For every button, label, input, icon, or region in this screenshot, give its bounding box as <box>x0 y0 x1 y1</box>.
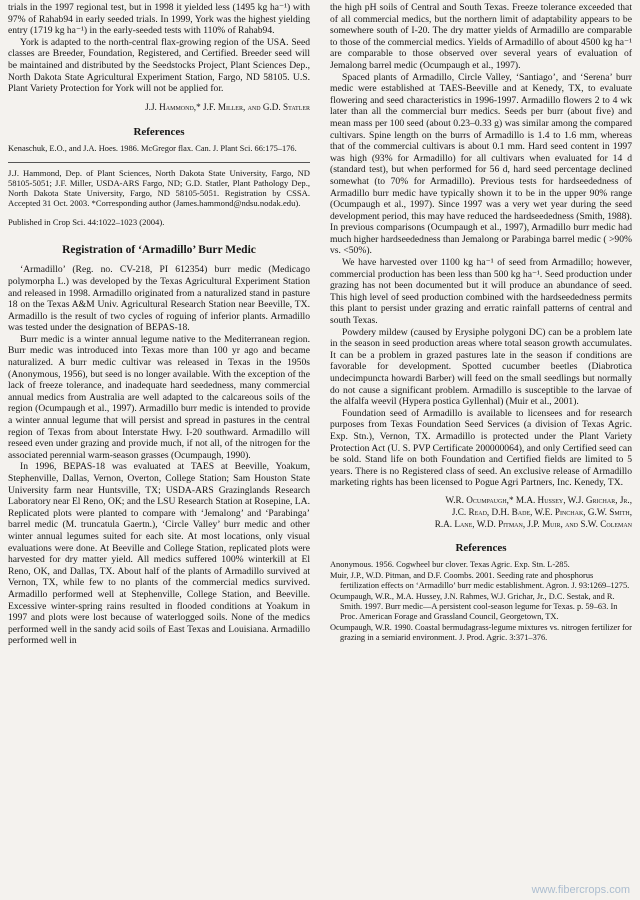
right-column <box>330 2 632 644</box>
armadillo-paragraph-2: Burr medic is a winter annual legume native to the Mediterranean region. Burr medic was introduced into Texas more than 100 yr ago and became naturalized. A burr medic cultivar was released in Texas in the 1950s (Anonymous, 1956), but seed is no longer available. With the exception of the lack of freeze tolerance, and inadequate hard seededness, many commercial annual medics from Australia are well adapted to the calcareous soils of the region (Ocumpaugh et al., 1997). Armadillo burr medic is intended to provide a winter annual legume that will persist and spread in pastures in the central region of Texas from about Interstate Hwy. I-20 southward. Armadillo will reseed even under grazing and provide much, if not all, of the nitrogen for the associated perennial warm-season grasses (Ocumpaugh, 1990). <box>8 333 310 461</box>
reference-item: Ocumpaugh, W.R., M.A. Hussey, J.N. Rahmes, W.J. Grichar, Jr., D.C. Sestak, and R. Smith. 1997. Burr medic—A persistent cool-season legume for Texas. p. 59–63. In Proc. American Forage and Grassland Council, Georgetown, TX. <box>330 592 618 622</box>
armadillo-paragraph-6: We have harvested over 1100 kg ha⁻¹ of seed from Armadillo; however, commercial production has been less than 500 kg ha⁻¹. Seed production under grazing has not been documented but it will produce an abundance of seed. This high level of seed production combined with the hardseededness permits this plant to persist under grazing and erratic rainfall patterns of central and south Texas. <box>330 257 632 327</box>
armadillo-paragraph-3: In 1996, BEPAS-18 was evaluated at TAES at Beeville, Yoakum, Stephenville, Dallas, Vernon, Overton, College Station; Sam Houston State University farm near Huntsville, TX; USDA-ARS Grazinglands Research Laboratory near El Reno, OK; and the LSU Research Station at Rosepine, LA. Replicated plots were planted to compare with ‘Jemalong’ and ‘Parabinga’ barrel medic (M. truncatula Gaertn.), ‘Circle Valley’ burr medic and other winter annual legumes suited for each site. At most locations, only visual evaluations were done. At Beeville and College Station, replicated plots were harvested for dry matter yield. All medics suffered 100% winterkill at El Reno, OK, and Dallas, TX. About half of the plants of Armadillo survived at Vernon, TX, while few to no plants of the commercial medics survived. Armadillo performed well at Stephenville, College Station, and Beeville. Excessive winter-spring rains resulted in flooded conditions at Yoakum in 1997 and plots were lost because of waterlogged soils. None of the medics performed well in the sandy acid soils of East Texas and Louisiana. Armadillo performed well in <box>8 461 310 647</box>
york-authors: J.J. Hammond,* J.F. Miller, and G.D. Statler <box>145 101 310 112</box>
reference-item: Anonymous. 1956. Cogwheel bur clover. Texas Agric. Exp. Stn. L-285. <box>330 560 570 570</box>
left-column <box>8 2 310 647</box>
divider <box>8 162 310 163</box>
watermark-text: www.fibercrops.com <box>531 884 630 896</box>
york-references-heading: References <box>133 125 185 138</box>
armadillo-authors-line-1: W.R. Ocumpaugh,* M.A. Hussey, W.J. Grichar, Jr., <box>445 494 632 505</box>
armadillo-paragraph-5: Spaced plants of Armadillo, Circle Valley, ‘Santiago’, and ‘Serena’ burr medic were established at TAES-Beeville and at Kenedy, TX, to evaluate flowering and seed characteristics in 1996-1997. Armadillo flowers 2 to 4 wk later than all the commercial burr medics. Seeds per burr (about five) and mean mass per 100 seed (about 0.23–0.33 g) was similar among the compared cultivars. Spine length on the burrs of Armadillo is 1.4 to 1.6 mm, whereas that of the commercial cultivars is about 0.1 mm. Hard seed content in 1997 was high (93% for Armadillo) for all cultivars when evaluated for 14 d (standard test), but when performed for 56 d, hard seed percentage declined somewhat (to 70% for Armadillo). Previous tests for hardseededness of Armadillo burr medic have typically shown it to be in the upper 90% range (Ocumpaugh et al., 1997). Since 1997 was a very wet year during the seed development period, this may have reduced the hardseededness (Smith, 1988). In previous comparisons (Ocumpaugh et al., 1997), Armadillo burr medic had much higher hardseededness than Jemalong or Parabinga barrel medic ( >90% vs. <50%). <box>330 71 632 257</box>
reference-item: Muir, J.P., W.D. Pitman, and D.F. Coombs. 2001. Seeding rate and phosphorus fertilization effects on ‘Armadillo’ burr medic establishment. Agron. J. 93:1269–1275. <box>330 571 630 591</box>
armadillo-title: Registration of ‘Armadillo’ Burr Medic <box>62 244 256 257</box>
armadillo-paragraph-8: Foundation seed of Armadillo is available to licensees and for research purposes from Texas Foundation Seed Services (a division of Texas Agric. Exp. Stn.), Vernon, TX. Armadillo is protected under the Plant Variety Protection Act (U. S. PVP Certificate 200000064), and only Certified seed can be sold. Stand life on both Foundation and Certified fields are limited to 5 years. There is no Registered class of seed. An exclusive release of Armadillo marketing rights has been licensed to Pogue Agri Partners, Inc. Kenedy, TX. <box>330 407 632 489</box>
armadillo-authors-line-3: R.A. Lane, W.D. Pitman, J.P. Muir, and S.W. Coleman <box>434 518 632 529</box>
armadillo-authors-line-2: J.C. Read, D.H. Bade, W.E. Pinchak, G.W. Smith, <box>451 506 632 517</box>
york-paragraph-2: York is adapted to the north-central flax-growing region of the USA. Seed classes are Breeder, Foundation, Registered, and Certified. Breeder seed will be maintained and distributed by the Seedstocks Project, Plant Sciences Dep., North Dakota State Agricultural Experiment Station, Fargo, ND 58105. U.S. Plant Variety Protection for York will not be applied for. <box>8 36 310 95</box>
york-affiliation: J.J. Hammond, Dep. of Plant Sciences, North Dakota State University, Fargo, ND 58105-5051; J.F. Miller, USDA-ARS Fargo, ND; G.D. Statler, Plant Pathology Dep., North Dakota State University, Fargo, ND 58105-5051. Registration by CSSA. Accepted 31 Oct. 2003. *Corresponding author (James.hammond@ndsu.nodak.edu). <box>8 167 310 209</box>
armadillo-paragraph-7: Powdery mildew (caused by Erysiphe polygoni DC) can be a problem late in the season in seed production areas where total season growth accumulates. It can be a problem in grazed pastures late in the season if conditions are favorable for development. Spotted cucumber beetles (Diabrotica undecimpuncta howardi Barber) will feed on the small seedlings but normally do not cause a significant problem. Armadillo is susceptible to the larvae of the alfalfa weevil (Hypera postica Gyllenhal) (Muir et al., 2001). <box>330 326 632 408</box>
york-paragraph-1: trials in the 1997 regional test, but in 1998 it yielded less (1495 kg ha⁻¹) with 97% of Rahab94 in early seeded trials. In 1999, York was the highest yielding entry (1719 kg ha⁻¹) in the early-seeded tests with 110% of Rahab94. <box>8 2 310 37</box>
armadillo-paragraph-1: ‘Armadillo’ (Reg. no. CV-218, PI 612354) burr medic (Medicago polymorpha L.) was developed by the Texas Agricultural Experiment Station and released in 1998. Armadillo originated from a naturalized stand in pasture 18 on the Texas A&M Univ. Agricultural Research Station near Beeville, TX. Armadillo is the result of two cycles of roguing of inferior plants. Armadillo was tested under the designation of BEPAS-18. <box>8 264 310 334</box>
reference-item: Ocumpaugh, W.R. 1990. Coastal bermudagrass-legume mixtures vs. nitrogen fertilizer for grazing in a semiarid environment. J. Prod. Agric. 3:371–376. <box>330 623 632 643</box>
armadillo-paragraph-4: the high pH soils of Central and South Texas. Freeze tolerance exceeded that of all commercial medics, but the northern limit of adaptability appears to be somewhere south of I-20. The dry matter yields of Armadillo are comparable to those of the commercial medics. Yields of Armadillo of about 4500 kg ha⁻¹ are comparable to those observed over several years of evaluation of Jemalong barrel medic (Ocumpaugh et al., 1997). <box>330 2 632 71</box>
york-reference: Kenaschuk, E.O., and J.A. Hoes. 1986. McGregor flax. Can. J. Plant Sci. 66:175–176. <box>8 143 297 153</box>
york-published: Published in Crop Sci. 44:1022–1023 (2004). <box>8 216 165 227</box>
armadillo-references-heading: References <box>455 542 507 555</box>
